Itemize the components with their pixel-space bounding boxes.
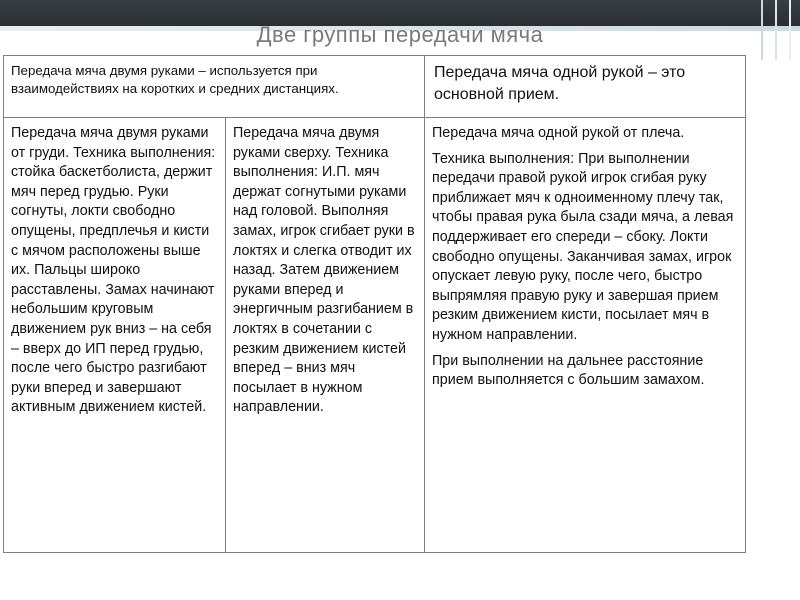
- header-one-hand: Передача мяча одной рукой – это основной прием.: [425, 56, 746, 118]
- header-two-hands: Передача мяча двумя руками – используется при взаимодействиях на коротких и средних дистанциях.: [4, 56, 425, 118]
- cell-one-hand-pass: [425, 118, 746, 553]
- cell-overhead-pass: Передача мяча двумя руками сверху. Техника выполнения: И.П. мяч держат согнутыми руками над головой. Выполняя замах, игрок сгибает руки в локтях и слегка отводит их назад. Затем движением руками вперед и энергичным разгибанием в локтях в сочетании с резким движением кистей вперед – вниз мяч посылает в нужном направлении.: [226, 118, 425, 553]
- one-hand-technique: Техника выполнения: При выполнении передачи правой рукой игрок сгибая руку приближает мяч к одноименному плечу так, чтобы правая рука была сзади мяча, а левая поддерживает его спереди – сбоку. Локти свободно опущены. Заканчивая замах, игрок опускает левую руку, после чего, быстро выпрямляя правую руку и завершая прием резким движением кисти, посылает мяч в нужном направлении.: [432, 150, 734, 343]
- table-body-row: [4, 118, 746, 553]
- one-hand-long-distance: При выполнении на дальнее расстояние прием выполняется с большим замахом.: [432, 352, 705, 389]
- one-hand-title: Передача мяча одной рукой от плеча.: [432, 125, 685, 141]
- cell-chest-pass: Передача мяча двумя руками от груди. Техника выполнения: стойка баскетболиста, держит мяч перед грудью. Руки согнуты, локти свободно опущены, предплечья и кисти с мячом расположены выше их. Пальцы широко расставлены. Замах начинают небольшим круговым движением рук вниз – на себя – вверх до ИП перед грудью, после чего быстро разгибают руки вперед и завершают активным движением кистей.: [4, 118, 226, 553]
- slide-title: Две группы передачи мяча: [256, 22, 544, 47]
- technique-table: [3, 55, 746, 553]
- table-header-row: [4, 56, 746, 118]
